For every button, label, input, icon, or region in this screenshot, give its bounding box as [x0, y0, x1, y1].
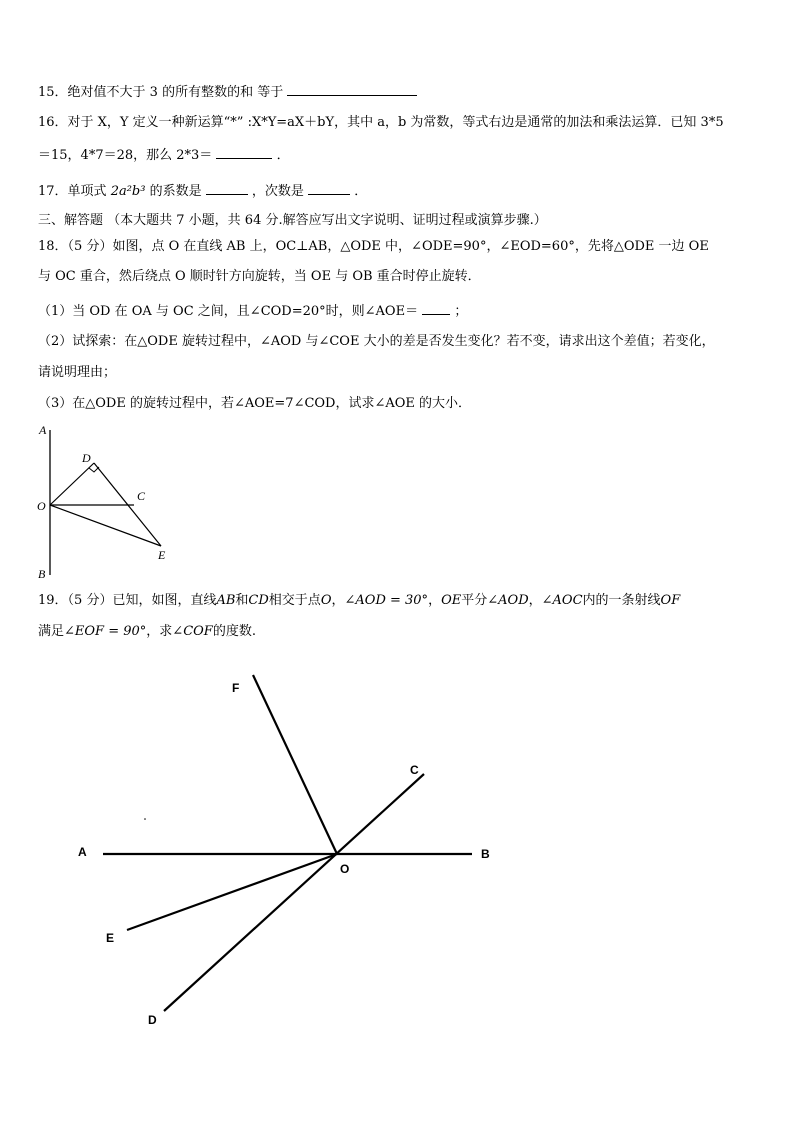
q19-CD: CD — [248, 593, 269, 608]
question-19-line2 — [38, 623, 256, 641]
q18-part1-blank — [422, 301, 450, 315]
section-3-heading: 三、解答题 （本大题共 7 小题，共 64 分.解答应写出文字说明、证明过程或演算步骤.） — [38, 213, 547, 228]
q19-angle-aoc: ∠AOC — [541, 593, 583, 608]
q19-text-g: ， — [528, 593, 542, 608]
q19-AB: AB — [216, 593, 236, 608]
q19-OE: OE — [441, 593, 462, 608]
q17-degree-blank — [308, 181, 350, 195]
q19-text-e: ， — [428, 593, 442, 608]
question-18-part2-line2: 请说明理由； — [38, 365, 117, 380]
question-18-line2: 与 OC 重合，然后绕点 O 顺时针方向旋转，当 OE 与 OB 重合时停止旋转． — [38, 269, 481, 284]
ray-OE — [127, 854, 337, 930]
question-18-part2-line1: （2）试探索：在△ODE 旋转过程中，∠AOD 与∠COE 大小的差是否发生变化？若不变，请求出这个差值；若变化， — [38, 334, 715, 349]
label-D: D — [82, 451, 91, 465]
q19-angle-aod-2: ∠AOD — [487, 593, 529, 608]
q18-part1-a: （1）当 OD 在 OA 与 OC 之间，且∠COD=20°时，则∠AOE＝ — [38, 304, 419, 319]
q19-text-k: 的度数. — [212, 624, 256, 639]
q17-d: ． — [354, 184, 368, 199]
q19-text-i: 满足 — [38, 624, 65, 639]
q19-text-b: 和 — [235, 593, 249, 608]
line-CD — [164, 774, 424, 1011]
q19-text-f: 平分 — [461, 593, 488, 608]
question-18-part1 — [38, 301, 467, 321]
ray-OF — [253, 675, 337, 854]
q19-angle-cof: ∠COF — [172, 624, 213, 639]
q17-monomial: 2a²b³ — [110, 184, 146, 199]
label-E: E — [158, 548, 166, 562]
label-E: E — [106, 931, 115, 945]
label-O: O — [37, 499, 46, 513]
label-F: F — [232, 681, 240, 695]
figure-q18 — [30, 420, 180, 585]
question-18-part3: （3）在△ODE 的旋转过程中，若∠AOE=7∠COD，试求∠AOE 的大小． — [38, 396, 472, 411]
q19-text-a: 19．（5 分）已知，如图，直线 — [38, 593, 217, 608]
question-16-line2 — [38, 145, 290, 165]
q15-text: 15．绝对值不大于 3 的所有整数的和 等于 — [38, 85, 284, 100]
q19-text-c: 相交于点 — [268, 593, 321, 608]
label-O: O — [340, 862, 350, 876]
stray-dot — [144, 818, 146, 820]
label-C: C — [410, 763, 419, 777]
q19-O: O — [320, 593, 332, 608]
q16-line2-b: ． — [276, 148, 290, 163]
question-18-line1: 18．（5 分）如图，点 O 在直线 AB 上，OC⊥AB，△ODE 中，∠ODE=90°，∠EOD=60°，先将△ODE 一边 OE — [38, 239, 709, 254]
q19-text-d: ， — [331, 593, 345, 608]
label-A: A — [78, 845, 87, 859]
q19-angle-eof: ∠EOF = 90° — [64, 624, 147, 639]
label-C: C — [137, 489, 146, 503]
q19-text-h: 内的一条射线 — [582, 593, 661, 608]
q19-text-j: ，求 — [146, 624, 173, 639]
label-B: B — [38, 567, 46, 581]
q17-coefficient-blank — [206, 181, 248, 195]
question-19-line1 — [38, 592, 680, 610]
q15-answer-blank — [287, 82, 417, 96]
label-D: D — [148, 1013, 157, 1027]
q16-line2-a: ＝15，4*7＝28，那么 2*3＝ — [38, 148, 213, 163]
q16-answer-blank — [216, 145, 272, 159]
q19-OF: OF — [660, 593, 681, 608]
q17-c: ，次数是 — [251, 184, 304, 199]
label-B: B — [481, 847, 490, 861]
q17-b: 的系数是 — [149, 184, 202, 199]
segment-OD — [50, 463, 94, 505]
q17-a: 17．单项式 — [38, 184, 107, 199]
question-17 — [38, 181, 367, 201]
q18-part1-b: ； — [454, 304, 468, 319]
label-A: A — [39, 423, 47, 437]
figure-q19 — [0, 660, 794, 1040]
q19-angle-aod: ∠AOD = 30° — [344, 593, 429, 608]
question-16-line1: 16．对于 X，Y 定义一种新运算“*” :X*Y=aX＋bY，其中 a，b 为常数，等式右边是通常的加法和乘法运算．已知 3*5 — [38, 115, 724, 130]
question-15 — [38, 82, 417, 102]
